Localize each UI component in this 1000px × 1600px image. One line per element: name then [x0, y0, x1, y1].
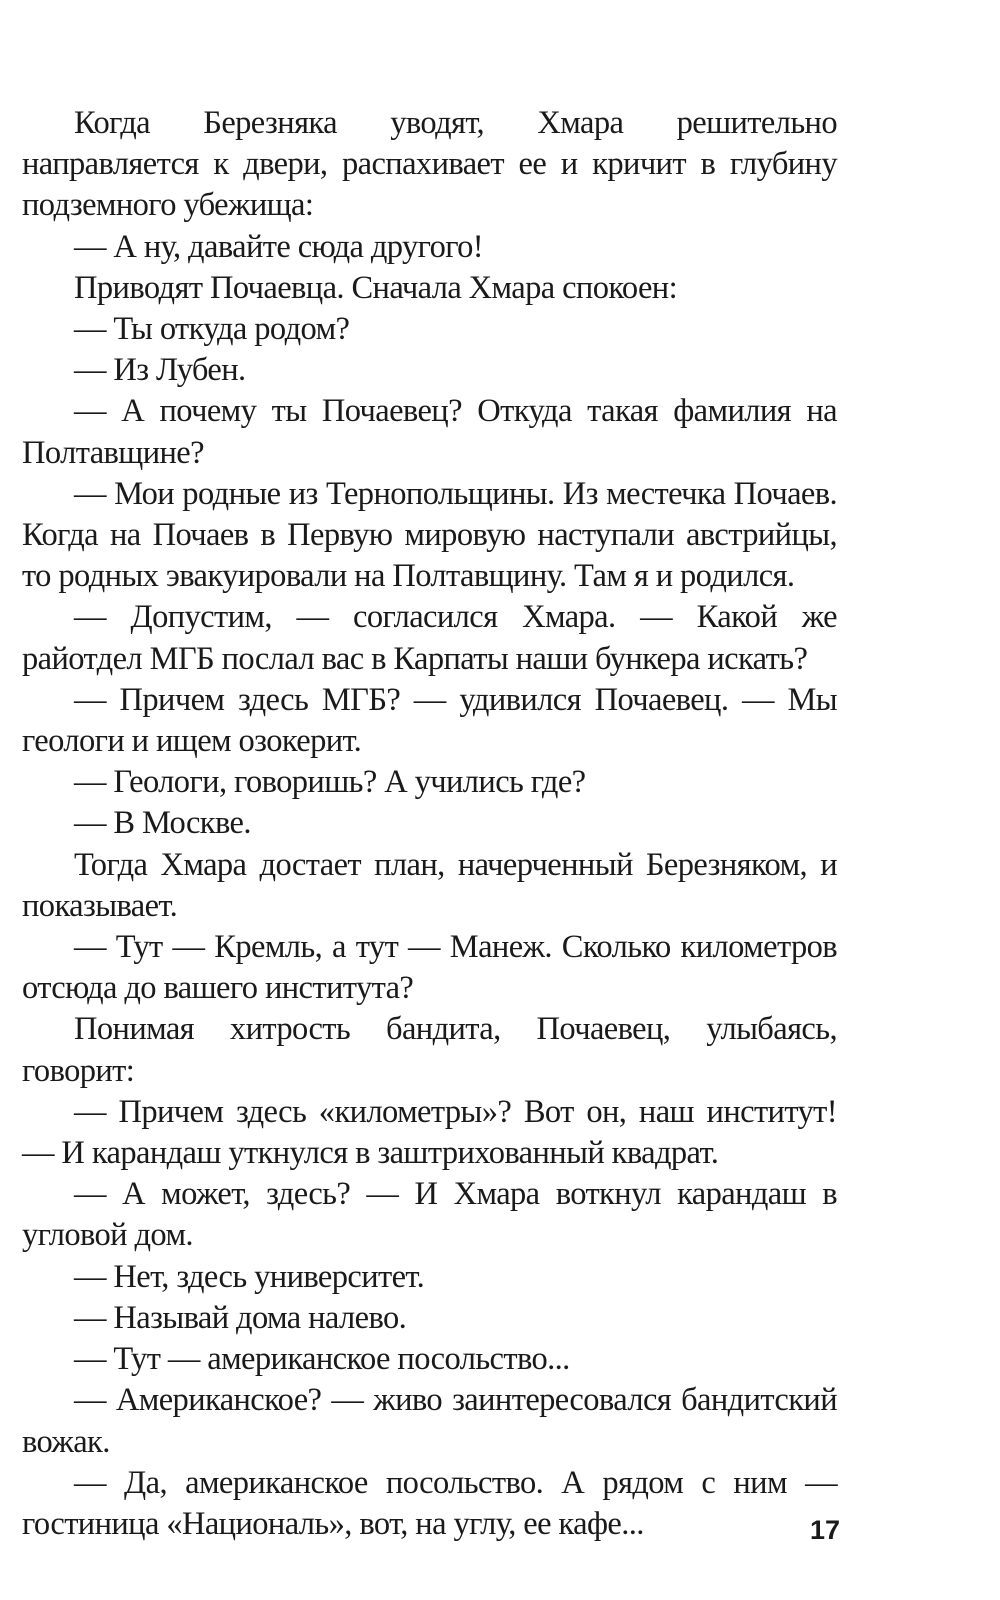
paragraph: — Допустим, — согласился Хмара. — Какой же райотдел МГБ послал вас в Карпаты наши бункера искать?	[22, 599, 837, 677]
paragraph: Когда Березняка уводят, Хмара решительно направляется к двери, распахивает ее и кричит в глубину подземного убежища:	[22, 105, 837, 224]
paragraph: — В Москве.	[74, 805, 251, 842]
paragraph: — Называй дома налево.	[74, 1299, 407, 1336]
paragraph: Приводят Почаевца. Сначала Хмара спокоен:	[74, 269, 678, 306]
paragraph: — Тут — американское посольство...	[74, 1341, 570, 1378]
paragraph: — Причем здесь МГБ? — удивился Почаевец. — Мы геологи и ищем озокерит.	[22, 681, 837, 760]
paragraph: — Мои родные из Тернопольщины. Из местечка Почаев. Когда на Почаев в Первую мировую наступали австрийцы, то родных эвакуировали на Полтавщину. Там я и родился.	[22, 475, 837, 595]
paragraph: — Из Лубен.	[74, 352, 246, 389]
paragraph: — Да, американское посольство. А рядом с ним — гостиница «Националь», вот, на углу, ее кафе...	[22, 1464, 837, 1542]
page-number: 17	[809, 1515, 840, 1545]
paragraph: — А ну, давайте сюда другого!	[74, 228, 484, 265]
body-text	[22, 103, 837, 1545]
paragraph: Понимая хитрость бандита, Почаевец, улыбаясь, говорит:	[22, 1011, 837, 1089]
paragraph: Тогда Хмара достает план, начерченный Березняком, и показывает.	[22, 846, 837, 924]
paragraph: — Причем здесь «километры»? Вот он, наш институт! — И карандаш уткнулся в заштрихованный квадрат.	[22, 1093, 837, 1172]
paragraph: — Тут — Кремль, а тут — Манеж. Сколько километров отсюда до вашего института?	[22, 929, 837, 1007]
paragraph: — Американское? — живо заинтересовался бандитский вожак.	[22, 1382, 837, 1460]
paragraph: — А почему ты Почаевец? Откуда такая фамилия на Полтавщине?	[22, 393, 837, 471]
paragraph: — Нет, здесь университет.	[74, 1258, 425, 1295]
paragraph: — А может, здесь? — И Хмара воткнул карандаш в угловой дом.	[22, 1176, 837, 1254]
paragraph: — Геологи, говоришь? А учились где?	[74, 764, 586, 801]
paragraph: — Ты откуда родом?	[74, 311, 350, 348]
